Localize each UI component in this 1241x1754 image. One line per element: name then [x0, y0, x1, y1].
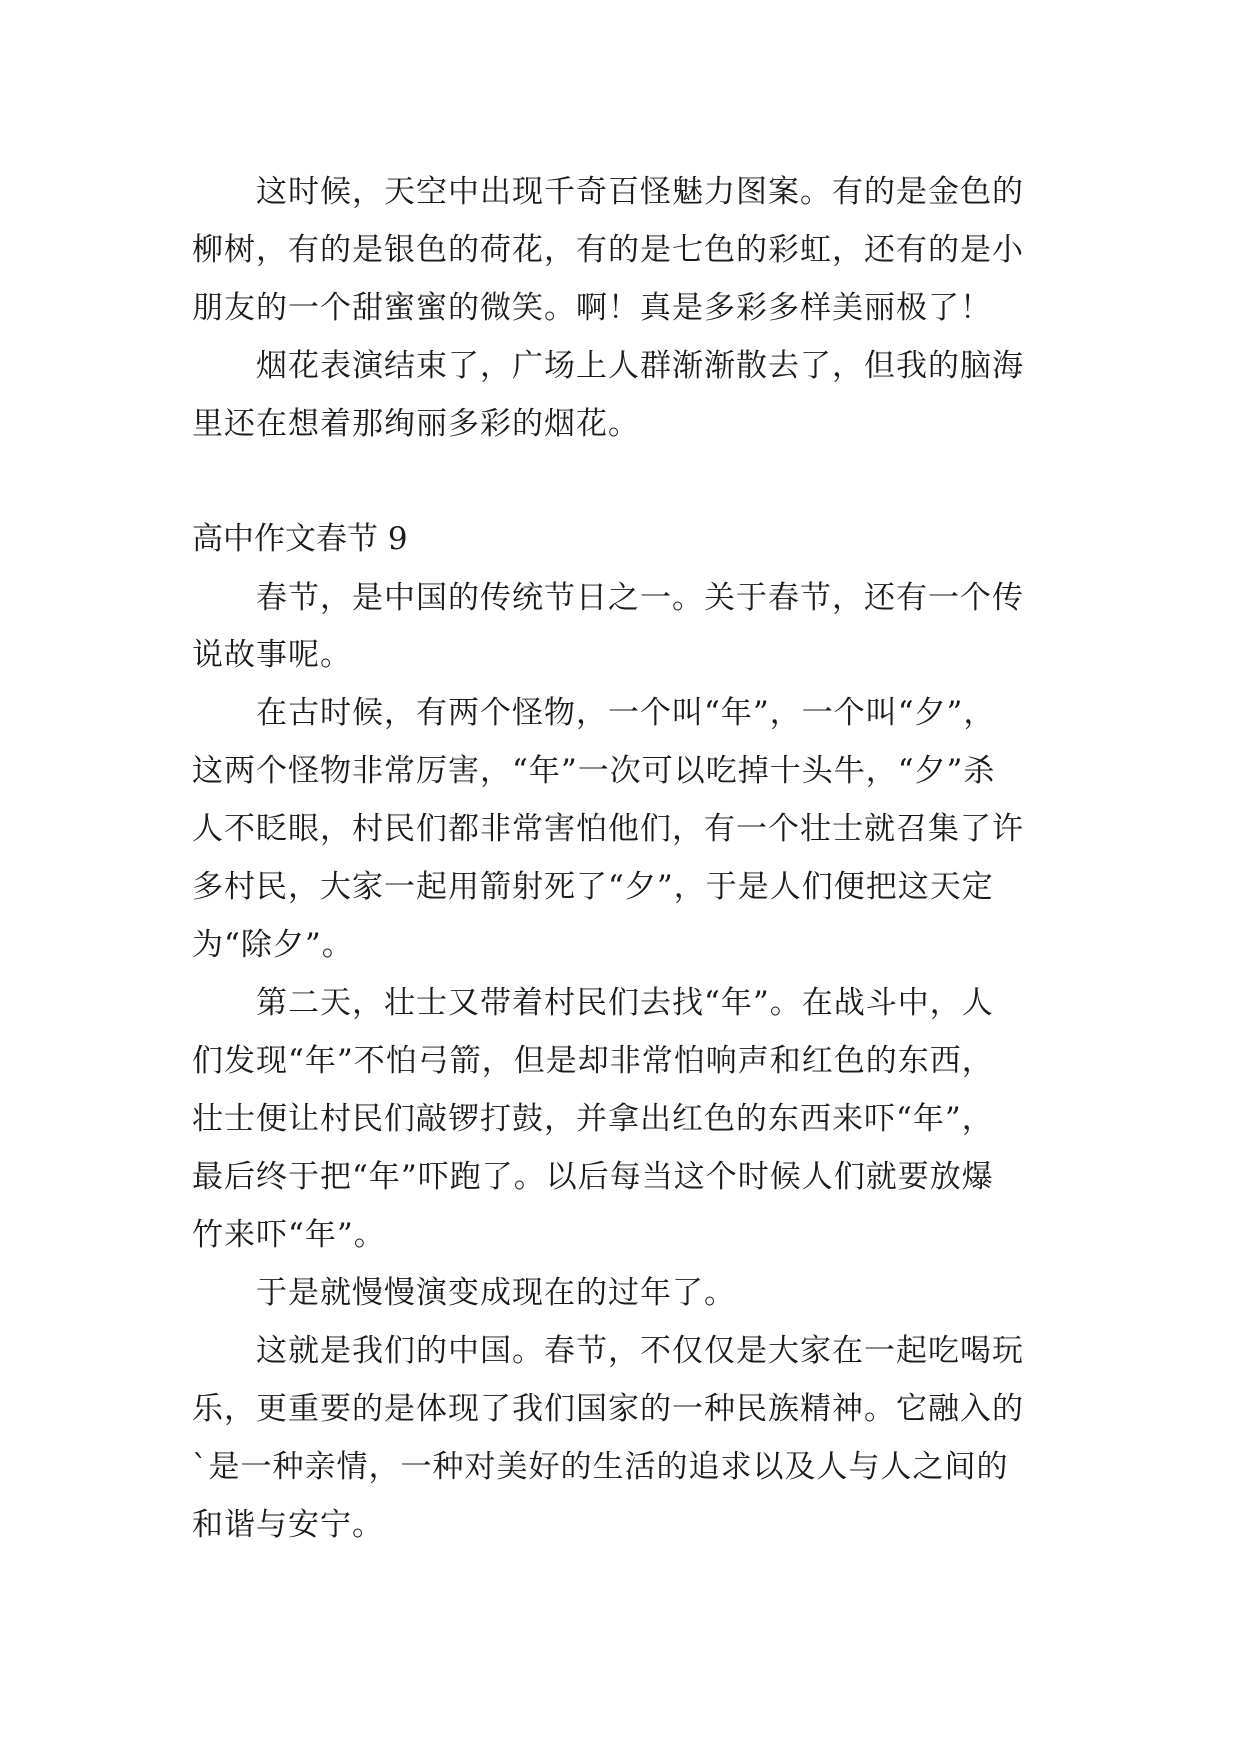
- paragraph-line: 说故事呢。: [192, 637, 352, 673]
- paragraph-line: 里还在想着那绚丽多彩的烟花。: [192, 406, 640, 442]
- paragraph-line: 朋友的一个甜蜜蜜的微笑。啊！真是多彩多样美丽极了！: [192, 290, 992, 326]
- paragraph-line: 于是就慢慢演变成现在的过年了。: [256, 1275, 736, 1311]
- paragraph-line: 竹来吓“年”。: [192, 1217, 386, 1253]
- paragraph-line: 烟花表演结束了，广场上人群渐渐散去了，但我的脑海: [256, 348, 1024, 384]
- paragraph-line: 在古时候，有两个怪物，一个叫“年”，一个叫“夕”，: [256, 695, 996, 731]
- paragraph-line: 人不眨眼，村民们都非常害怕他们，有一个壮士就召集了许: [192, 811, 1024, 847]
- paragraph-line: 乐，更重要的是体现了我们国家的一种民族精神。它融入的: [192, 1391, 1024, 1427]
- paragraph-line: 春节，是中国的传统节日之一。关于春节，还有一个传: [256, 580, 1024, 616]
- paragraph-line: 这两个怪物非常厉害，“年”一次可以吃掉十头牛，“夕”杀: [192, 753, 996, 789]
- paragraph-line: 们发现“年”不怕弓箭，但是却非常怕响声和红色的东西，: [192, 1043, 994, 1079]
- paragraph-line: 这就是我们的中国。春节，不仅仅是大家在一起吃喝玩: [256, 1333, 1024, 1369]
- paragraph-line: 最后终于把“年”吓跑了。以后每当这个时候人们就要放爆: [192, 1159, 994, 1195]
- paragraph-line: 多村民，大家一起用箭射死了“夕”，于是人们便把这天定: [192, 869, 994, 905]
- paragraph-line: 壮士便让村民们敲锣打鼓，并拿出红色的东西来吓“年”，: [192, 1101, 994, 1137]
- paragraph-line: 柳树，有的是银色的荷花，有的是七色的彩虹，还有的是小: [192, 232, 1024, 268]
- paragraph-line: 为“除夕”。: [192, 927, 354, 963]
- paragraph-line: 第二天，壮士又带着村民们去找“年”。在战斗中，人: [256, 985, 994, 1021]
- paragraph-line: `是一种亲情，一种对美好的生活的追求以及人与人之间的: [192, 1449, 1009, 1485]
- section-title: 高中作文春节 9: [192, 521, 408, 557]
- paragraph-line: 这时候，天空中出现千奇百怪魅力图案。有的是金色的: [256, 174, 1024, 210]
- paragraph-line: 和谐与安宁。: [192, 1507, 384, 1543]
